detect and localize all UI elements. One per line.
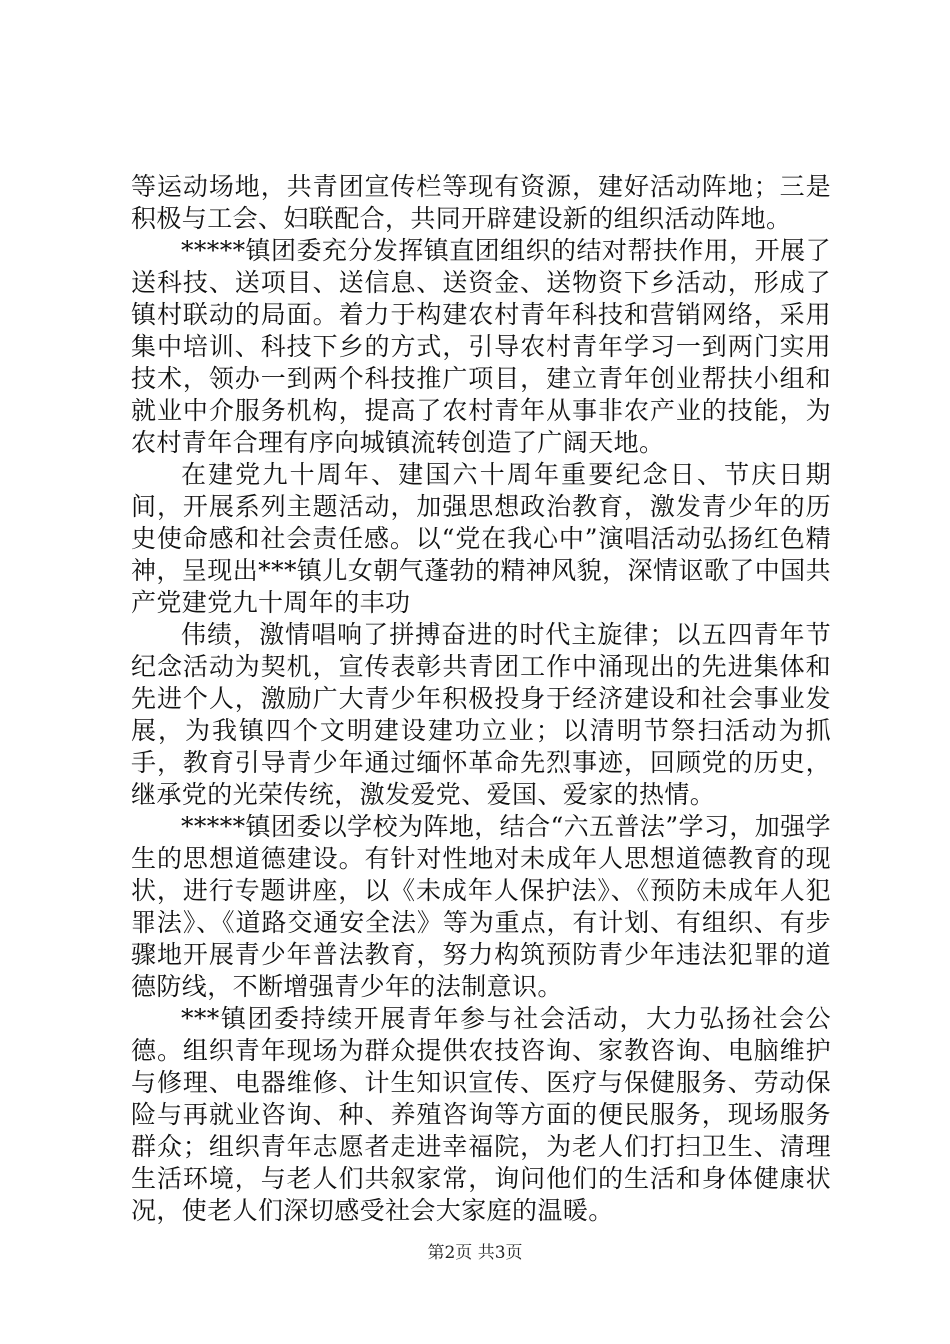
paragraph-social-service: ***镇团委持续开展青年参与社会活动，大力弘扬社会公德。组织青年现场为群众提供农技咨询、家教咨询、电脑维护与修理、电器维修、计生知识宣传、医疗与保健服务、劳动保险与再就业咨询、种、养殖咨询等方面的便民服务，现场服务群众；组织青年志愿者走进幸福院，为老人们打扫卫生、清理生活环境，与老人们共叙家常，询问他们的生活和身体健康状况，使老人们深切感受社会大家庭的温暖。 xyxy=(131,1004,831,1225)
paragraph-assistance: *****镇团委充分发挥镇直团组织的结对帮扶作用，开展了送科技、送项目、送信息、送资金、送物资下乡活动，形成了镇村联动的局面。着力于构建农村青年科技和营销网络，采用集中培训、科技下乡的方式，引导农村青年学习一到两门实用技术，领办一到两个科技推广项目，建立青年创业帮扶小组和就业中介服务机构，提高了农村青年从事非农产业的技能，为农村青年合理有序向城镇流转创造了广阔天地。 xyxy=(131,236,831,457)
paragraph-youth-day: 伟绩，激情唱响了拼搏奋进的时代主旋律；以五四青年节纪念活动为契机，宣传表彰共青团工作中涌现出的先进集体和先进个人，激励广大青少年积极投身于经济建设和社会事业发展，为我镇四个文明建设建功立业；以清明节祭扫活动为抓手，教育引导青少年通过缅怀革命先烈事迹，回顾党的历史，继承党的光荣传统，激发爱党、爱国、爱家的热情。 xyxy=(131,620,831,809)
page-footer: 第2页 共3页 xyxy=(427,1243,523,1263)
document-body xyxy=(131,171,831,1227)
paragraph-legal-education: *****镇团委以学校为阵地，结合“六五普法”学习，加强学生的思想道德建设。有针对性地对未成年人思想道德教育的现状，进行专题讲座，以《未成年人保护法》、《预防未成年人犯罪法》、《道路交通安全法》等为重点，有计划、有组织、有步骤地开展青少年普法教育，努力构筑预防青少年违法犯罪的道德防线，不断增强青少年的法制意识。 xyxy=(131,812,831,1001)
paragraph-anniversary: 在建党九十周年、建国六十周年重要纪念日、节庆日期间，开展系列主题活动，加强思想政治教育，激发青少年的历史使命感和社会责任感。以“党在我心中”演唱活动弘扬红色精神，呈现出***镇儿女朝气蓬勃的精神风貌，深情讴歌了中国共产党建党九十周年的丰功 xyxy=(131,460,831,617)
paragraph-continuation: 等运动场地，共青团宣传栏等现有资源，建好活动阵地；三是积极与工会、妇联配合，共同开辟建设新的组织活动阵地。 xyxy=(131,172,831,233)
